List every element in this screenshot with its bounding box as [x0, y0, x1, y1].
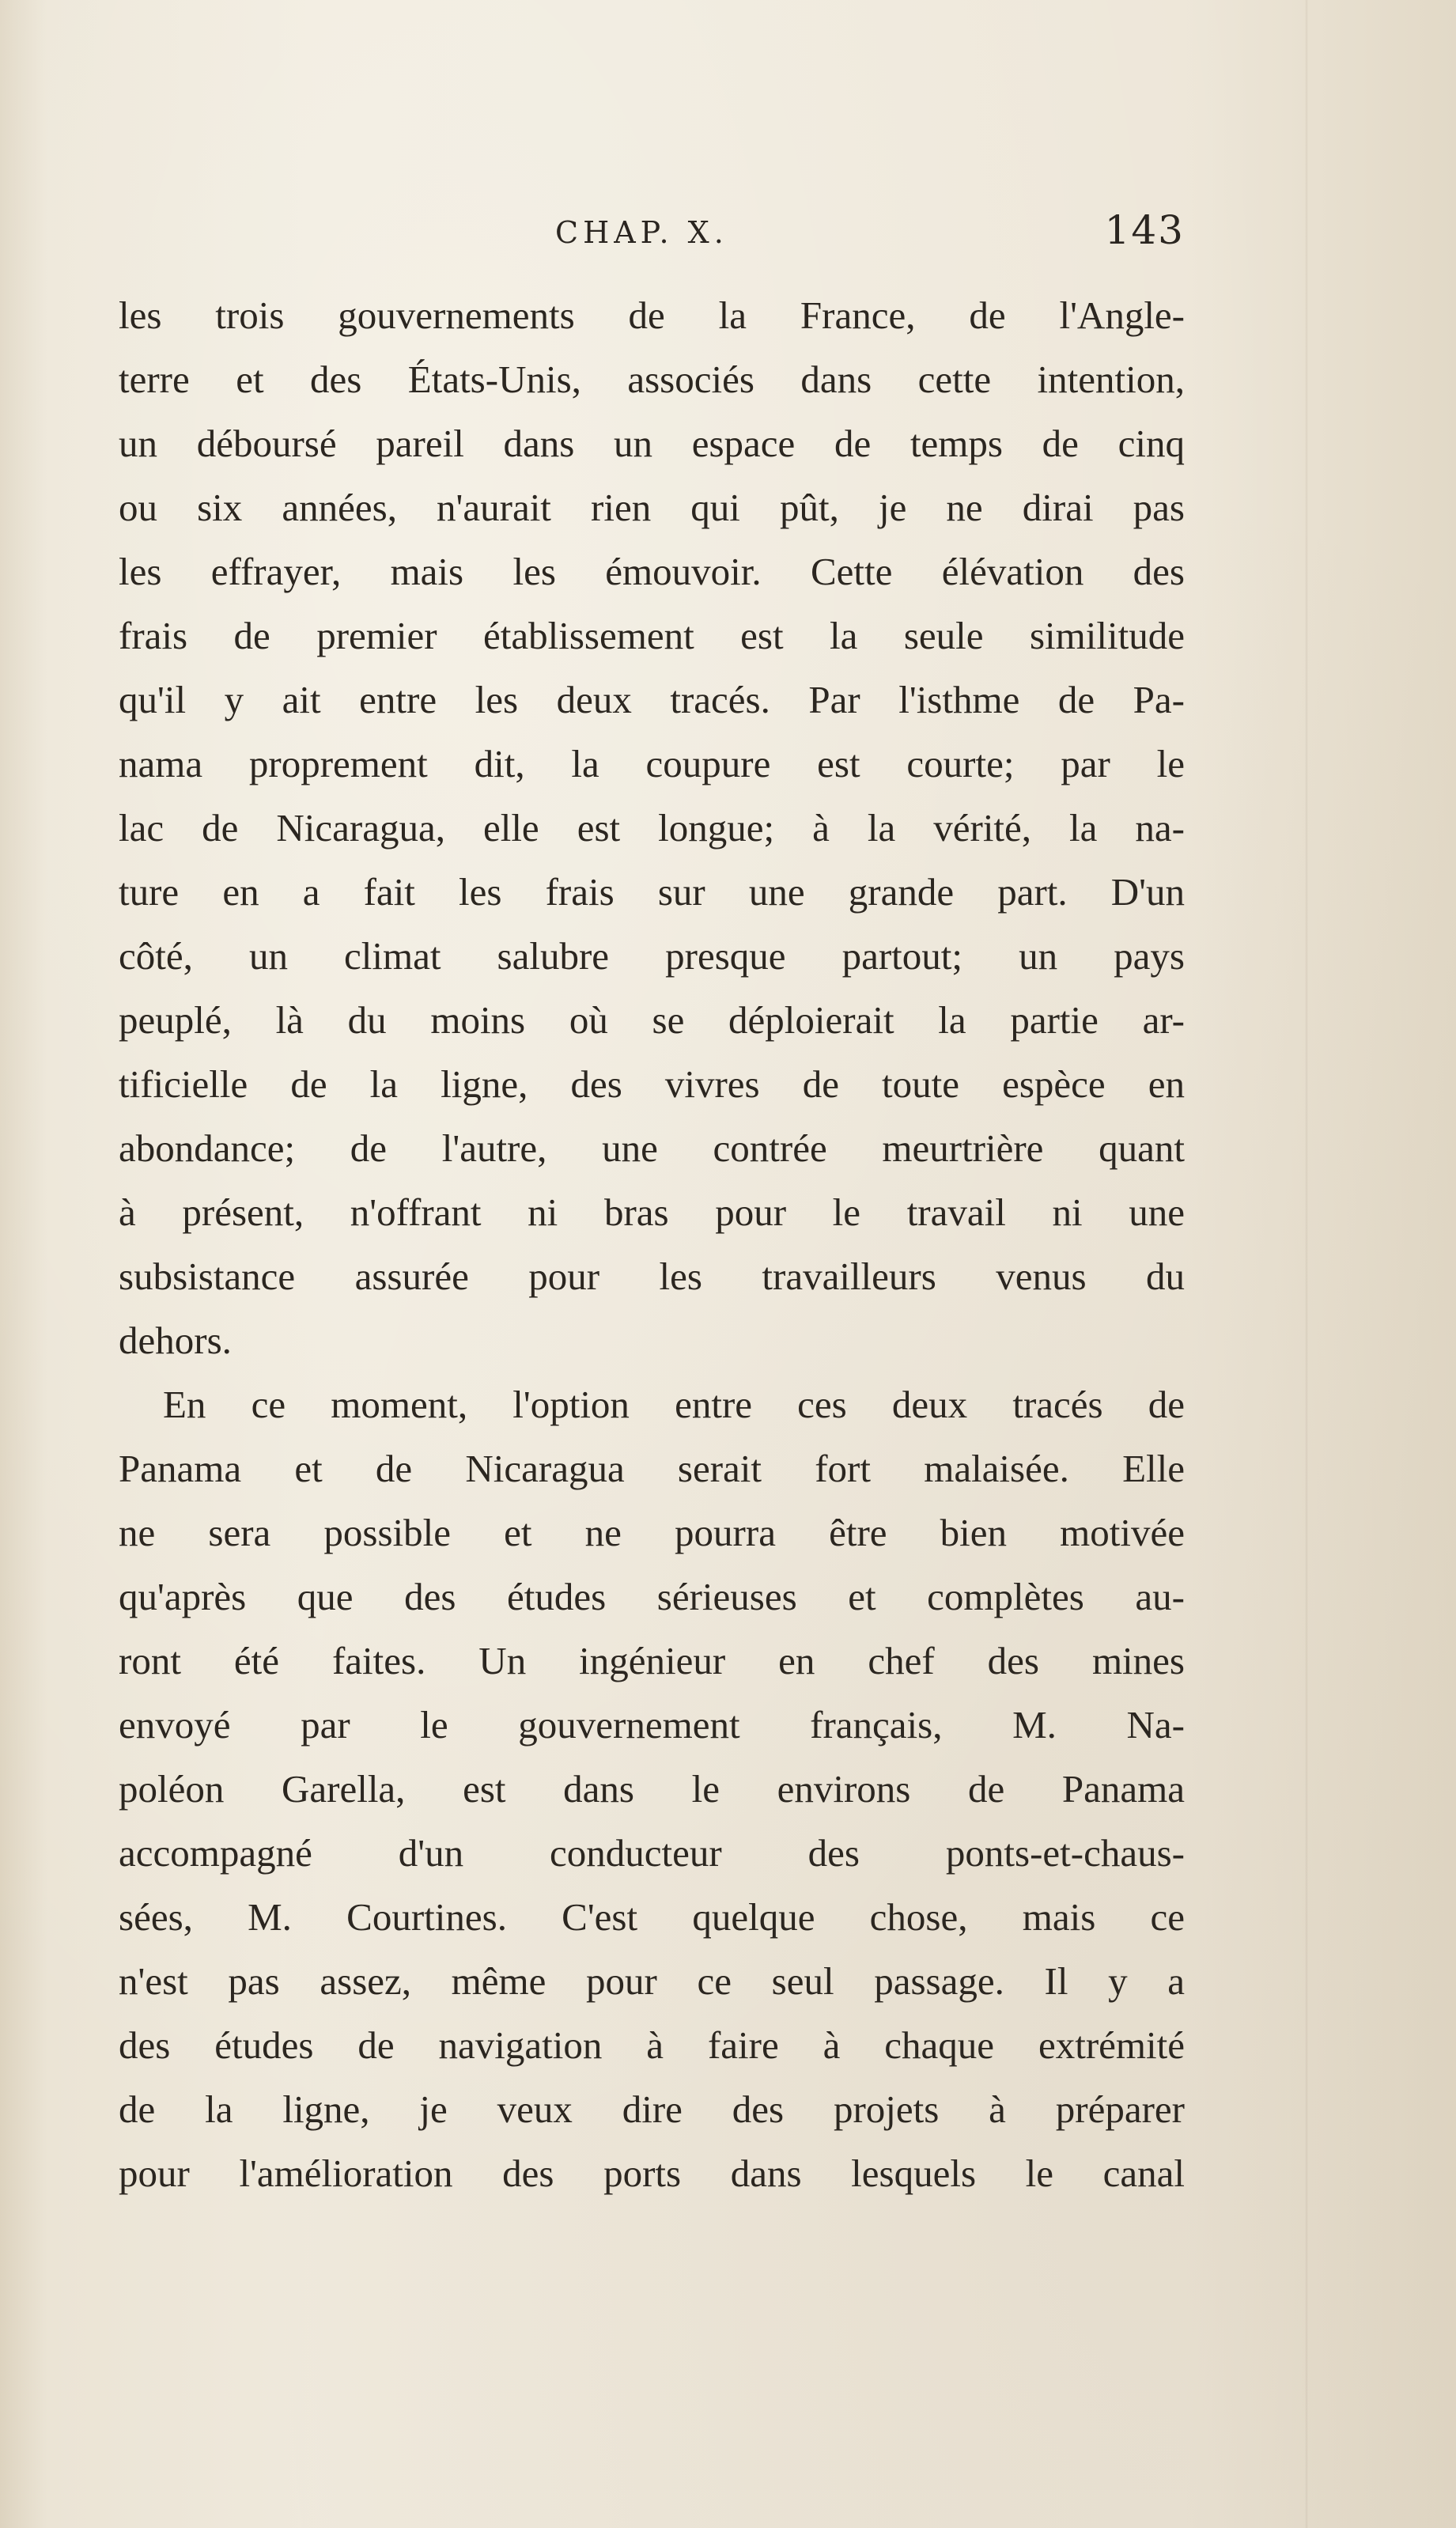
text-line: lac de Nicaragua, elle est longue; à la vérité, la na-: [119, 806, 1185, 850]
text-line: peuplé, là du moins où se déploierait la partie ar-: [119, 998, 1185, 1042]
text-line: subsistance assurée pour les travailleurs venus du: [119, 1255, 1185, 1298]
text-line: côté, un climat salubre presque partout; un pays: [119, 934, 1185, 978]
text-line: ne sera possible et ne pourra être bien motivée: [119, 1511, 1185, 1554]
text-line: un déboursé pareil dans un espace de temps de cinq: [119, 422, 1185, 465]
text-line: envoyé par le gouvernement français, M. Na-: [119, 1703, 1185, 1747]
text-line: terre et des États-Unis, associés dans cette intention,: [119, 358, 1185, 401]
text-line: qu'il y ait entre les deux tracés. Par l'isthme de Pa-: [119, 678, 1185, 721]
page-header: [119, 207, 1185, 263]
text-line: abondance; de l'autre, une contrée meurtrière quant: [119, 1126, 1185, 1170]
paragraph-2: [119, 1372, 1185, 2205]
text-line: tificielle de la ligne, des vivres de toute espèce en: [119, 1062, 1185, 1106]
text-line: les effrayer, mais les émouvoir. Cette élévation des: [119, 550, 1185, 593]
text-line: frais de premier établissement est la seule similitude: [119, 614, 1185, 657]
text-line: les trois gouvernements de la France, de l'Angle-: [119, 293, 1185, 337]
page-fold-shadow: [1305, 0, 1308, 2528]
text-line: ou six années, n'aurait rien qui pût, je ne dirai pas: [119, 486, 1185, 529]
text-line: ront été faites. Un ingénieur en chef des mines: [119, 1639, 1185, 1682]
text-line: qu'après que des études sérieuses et complètes au-: [119, 1575, 1185, 1618]
text-line: n'est pas assez, même pour ce seul passage. Il y a: [119, 1959, 1185, 2003]
text-line: ture en a fait les frais sur une grande part. D'un: [119, 870, 1185, 914]
text-line: En ce moment, l'option entre ces deux tracés de: [163, 1383, 1185, 1426]
body-text: [119, 283, 1185, 2205]
page-number: 143: [1104, 207, 1185, 253]
text-line: à présent, n'offrant ni bras pour le travail ni une: [119, 1190, 1185, 1234]
paragraph-1: [119, 283, 1185, 1372]
text-line: dehors.: [119, 1319, 232, 1362]
text-line: des études de navigation à faire à chaque extrémité: [119, 2023, 1185, 2067]
running-head: CHAP. X.: [555, 215, 728, 250]
text-line: Panama et de Nicaragua serait fort malaisée. Elle: [119, 1447, 1185, 1490]
text-line: poléon Garella, est dans le environs de Panama: [119, 1767, 1185, 1811]
text-line: de la ligne, je veux dire des projets à préparer: [119, 2087, 1185, 2131]
text-line: nama proprement dit, la coupure est courte; par le: [119, 742, 1185, 785]
text-line: accompagné d'un conducteur des ponts-et-chaus-: [119, 1831, 1185, 1875]
text-line: sées, M. Courtines. C'est quelque chose, mais ce: [119, 1895, 1185, 1939]
text-line: pour l'amélioration des ports dans lesquels le canal: [119, 2151, 1185, 2195]
